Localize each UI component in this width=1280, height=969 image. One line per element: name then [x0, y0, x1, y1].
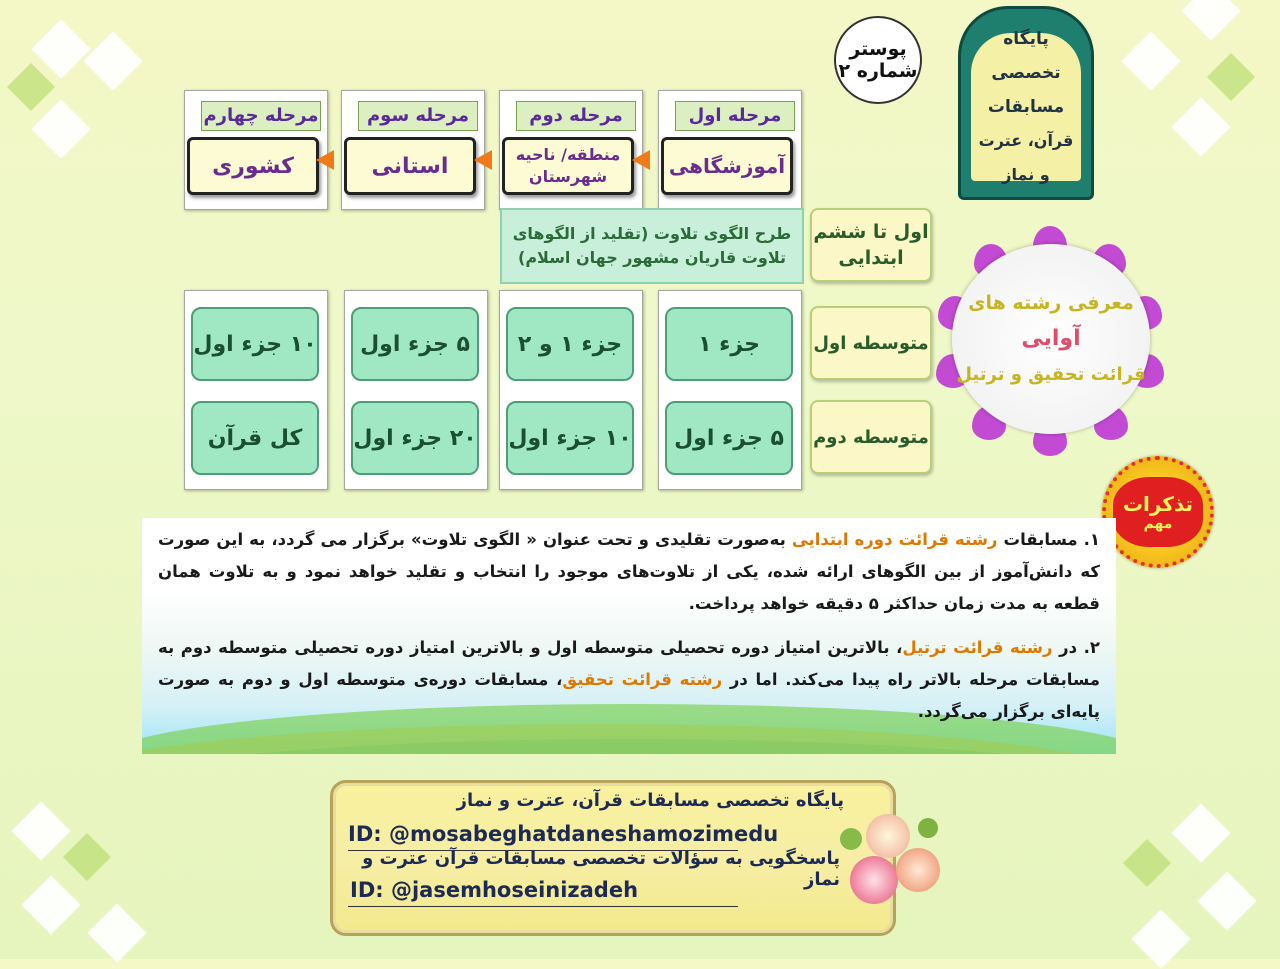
stage-2-box: [502, 137, 634, 195]
stage-1-column: [658, 90, 802, 210]
stage-3-box: [344, 137, 476, 195]
stage-arrow-2: [474, 150, 492, 170]
stage-4-box: [187, 137, 319, 195]
important-notes-seal: [1102, 456, 1214, 568]
note1-text-a: ۱. مسابقات: [997, 530, 1100, 549]
badge-line1: پایگاه تخصصی: [991, 29, 1061, 83]
intro-flower: [942, 230, 1158, 446]
grid-stage-3-column: [344, 290, 488, 490]
level-middle-first: [810, 306, 932, 380]
stage-2-label-line1: منطقه/ ناحیه: [515, 145, 621, 164]
stage-4-tag: مرحله چهارم: [201, 101, 321, 131]
pattern-line1: طرح الگوی تلاوت (تقلید از الگوهای: [512, 224, 792, 243]
stage-arrow-3: [316, 150, 334, 170]
grid-stage-4-column: [184, 290, 328, 490]
stage-1-label: آموزشگاهی: [668, 154, 786, 178]
roses-decoration: [840, 808, 950, 918]
grid-cell-stage2-middle1: جزء ۱ و ۲: [506, 307, 634, 381]
level-middle-second: [810, 400, 932, 474]
corner-decoration-bottom-left: [0, 800, 170, 960]
grid-cell-stage2-middle2: ۱۰ جزء اول: [506, 401, 634, 475]
contact-line1: پایگاه تخصصی مسابقات قرآن، عترت و نماز: [456, 790, 844, 811]
note1-highlight: رشته قرائت دوره ابتدایی: [791, 530, 998, 549]
level-middle1-label: متوسطه اول: [813, 332, 929, 354]
stage-arrow-1: [632, 150, 650, 170]
intro-line1: معرفی رشته های: [968, 292, 1134, 314]
stage-3-label: استانی: [371, 153, 449, 179]
stage-4-label: کشوری: [212, 153, 294, 179]
note1-text-b: به‌صورت تقلیدی و تحت عنوان « الگوی تلاوت» برگزار می گردد، به این صورت که دانش‌آموز از بین الگوهای ارائه شده، یکی از تلاوت‌های موجود را انتخاب و تقلید خواهد نمود و به تلاوت همان قطعه به مدت زمان حداکثر ۵ دقیقه خواهد پرداخت.: [158, 530, 1100, 613]
grid-cell-stage4-middle1: ۱۰ جزء اول: [191, 307, 319, 381]
badge-line3: قرآن، عترت و نماز: [978, 131, 1074, 184]
intro-line3: قرائت تحقیق و ترتیل: [956, 364, 1146, 385]
stage-3-tag: مرحله سوم: [358, 101, 478, 131]
stage-3-column: [341, 90, 485, 210]
contact-banner: [320, 780, 940, 940]
stage-2-tag: مرحله دوم: [516, 101, 636, 131]
grid-cell-stage1-middle2: ۵ جزء اول: [665, 401, 793, 475]
recitation-pattern-box: [500, 208, 804, 284]
note2-text-a: ۲. در: [1052, 638, 1100, 657]
grid-cell-stage1-middle1: جزء ۱: [665, 307, 793, 381]
organization-badge: [958, 6, 1094, 200]
corner-decoration-top-right: [1110, 0, 1280, 160]
note-paragraph-1: [158, 524, 1100, 620]
stage-1-tag: مرحله اول: [675, 101, 795, 131]
note2-text-c: ، مسابقات دوره‌ی متوسطه اول و دوم به صورت پایه‌ای برگزار می‌گردد.: [158, 670, 1100, 721]
poster-label-line1: پوستر: [849, 38, 907, 60]
grid-cell-stage3-middle1: ۵ جزء اول: [351, 307, 479, 381]
notes-seal-title: تذکرات: [1122, 492, 1194, 516]
grid-stage-1-column: [658, 290, 802, 490]
stage-2-label-line2: شهرستان: [528, 167, 608, 186]
poster-label-line2: شماره ۲: [838, 60, 918, 82]
notes-seal-sub: مهم: [1143, 516, 1173, 532]
level-elementary-line2: ابتدایی: [838, 247, 904, 269]
stage-2-column: [499, 90, 643, 210]
pattern-line2: تلاوت قاریان مشهور جهان اسلام): [518, 248, 786, 267]
grid-cell-stage4-middle2: کل قرآن: [191, 401, 319, 475]
level-middle2-label: متوسطه دوم: [813, 426, 929, 448]
stage-4-column: [184, 90, 328, 210]
level-elementary: [810, 208, 932, 282]
note2-highlight-2: رشته قرائت تحقیق: [562, 670, 723, 689]
corner-decoration-top-left: [0, 0, 170, 160]
notes-panel: [142, 518, 1116, 754]
badge-line2: مسابقات: [987, 97, 1065, 117]
corner-decoration-bottom-right: [1110, 800, 1280, 960]
note-paragraph-2: [158, 632, 1100, 728]
intro-line2: آوایی: [1021, 326, 1081, 351]
note2-highlight-1: رشته قرائت ترتیل: [902, 638, 1053, 657]
level-elementary-line1: اول تا ششم: [813, 221, 929, 243]
grid-stage-2-column: [499, 290, 643, 490]
contact-id-1[interactable]: ID: @mosabeghatdaneshamozimedu: [348, 822, 779, 846]
stage-1-box: [661, 137, 793, 195]
grid-cell-stage3-middle2: ۲۰ جزء اول: [351, 401, 479, 475]
contact-line3: پاسخگویی به سؤالات تخصصی مسابقات قرآن عترت و نماز: [362, 848, 840, 890]
contact-id-2[interactable]: ID: @jasemhoseinizadeh: [350, 878, 639, 902]
poster-number-label: [834, 16, 922, 104]
note2-text-b: ، بالاترین امتیاز دوره تحصیلی متوسطه اول و بالاترین امتیاز دوره تحصیلی متوسطه دوم به مسابقات مرحله بالاتر راه پیدا می‌کند. اما در: [158, 638, 1100, 689]
